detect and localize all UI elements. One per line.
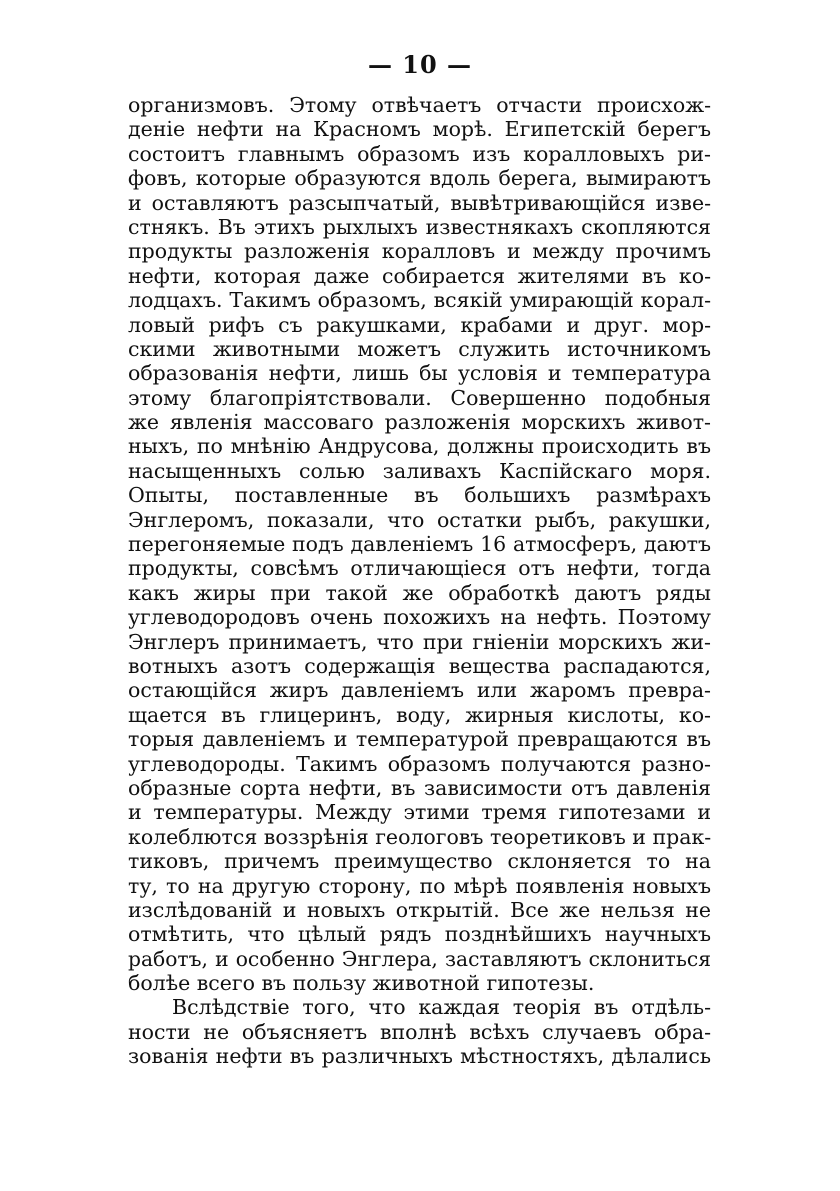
text-line: щается въ глицеринъ, воду, жирныя кислоты, ко- xyxy=(128,702,711,727)
text-line: же явленія массоваго разложенія морскихъ живот- xyxy=(128,410,711,435)
text-line: ту, то на другую сторону, по мѣрѣ появленія новыхъ xyxy=(128,873,711,898)
text-line: отмѣтить, что цѣлый рядъ позднѣйшихъ научныхъ xyxy=(128,922,711,947)
text-line: зованія нефти въ различныхъ мѣстностяхъ, дѣлались xyxy=(128,1044,711,1069)
text-line: лодцахъ. Такимъ образомъ, всякій умирающій корал- xyxy=(128,288,711,313)
text-line: остающійся жиръ давленіемъ или жаромъ превра- xyxy=(128,678,711,703)
text-line: стнякъ. Въ этихъ рыхлыхъ известнякахъ скопляются xyxy=(128,214,711,239)
text-line: тиковъ, причемъ преимущество склоняется то на xyxy=(128,849,711,874)
text-line: состоитъ главнымъ образомъ изъ коралловыхъ ри- xyxy=(128,141,711,166)
text-line: Энглеромъ, показали, что остатки рыбъ, ракушки, xyxy=(128,507,711,532)
text-line: деніе нефти на Красномъ морѣ. Египетскій берегъ xyxy=(128,117,711,142)
text-line: колеблются воззрѣнія геологовъ теоретиковъ и прак- xyxy=(128,824,712,849)
text-line: работъ, и особенно Энглера, заставляютъ склониться xyxy=(128,946,711,971)
text-line: углеводороды. Такимъ образомъ получаются разно- xyxy=(128,751,711,776)
text-line: Вслѣдствіе того, что каждая теорія въ отдѣль- xyxy=(172,995,711,1020)
text-line: продукты, совсѣмъ отличающіеся отъ нефти, тогда xyxy=(128,556,711,581)
text-line: образованія нефти, лишь бы условія и температура xyxy=(128,361,711,386)
text-line: углеводородовъ очень похожихъ на нефть. Поэтому xyxy=(128,605,711,630)
text-line: какъ жиры при такой же обработкѣ даютъ ряды xyxy=(128,580,711,605)
text-line: организмовъ. Этому отвѣчаетъ отчасти происхож- xyxy=(128,93,711,117)
text-line: торыя давленіемъ и температурой превращаются въ xyxy=(128,727,711,752)
text-line: продукты разложенія коралловъ и между прочимъ xyxy=(128,239,711,264)
text-line: этому благопріятствовали. Совершенно подобныя xyxy=(128,385,711,410)
page-number: — 10 — xyxy=(367,50,473,79)
text-line: фовъ, которые образуются вдоль берега, вымираютъ xyxy=(128,166,711,191)
text-line: скими животными можетъ служить источникомъ xyxy=(128,336,711,361)
text-line: Энглеръ принимаетъ, что при гніеніи морскихъ жи- xyxy=(128,629,711,654)
text-line: ности не объясняетъ вполнѣ всѣхъ случаевъ обра- xyxy=(128,1019,711,1044)
text-line: и оставляютъ разсыпчатый, вывѣтривающійся изве- xyxy=(128,190,711,215)
text-line: изслѣдованій и новыхъ открытій. Все же нельзя не xyxy=(128,897,711,922)
text-line: ловый рифъ съ ракушками, крабами и друг. мор- xyxy=(128,312,711,337)
text-line: перегоняемые подъ давленіемъ 16 атмосферъ, даютъ xyxy=(128,532,711,557)
text-line: ныхъ, по мнѣнію Андрусова, должны происходить въ xyxy=(128,434,711,459)
text-line: и температуры. Между этими тремя гипотезами и xyxy=(128,800,711,825)
text-line: образные сорта нефти, въ зависимости отъ давленія xyxy=(128,775,711,800)
text-line: нефти, которая даже собирается жителями въ ко- xyxy=(128,263,711,288)
text-line: вотныхъ азотъ содержащія вещества распадаются, xyxy=(128,653,711,678)
body-text xyxy=(128,93,711,1069)
text-line: болѣе всего въ пользу животной гипотезы. xyxy=(128,971,595,996)
text-line: Опыты, поставленные въ большихъ размѣрахъ xyxy=(128,483,711,508)
text-line: насыщенныхъ солью заливахъ Каспійскаго моря. xyxy=(128,458,711,483)
